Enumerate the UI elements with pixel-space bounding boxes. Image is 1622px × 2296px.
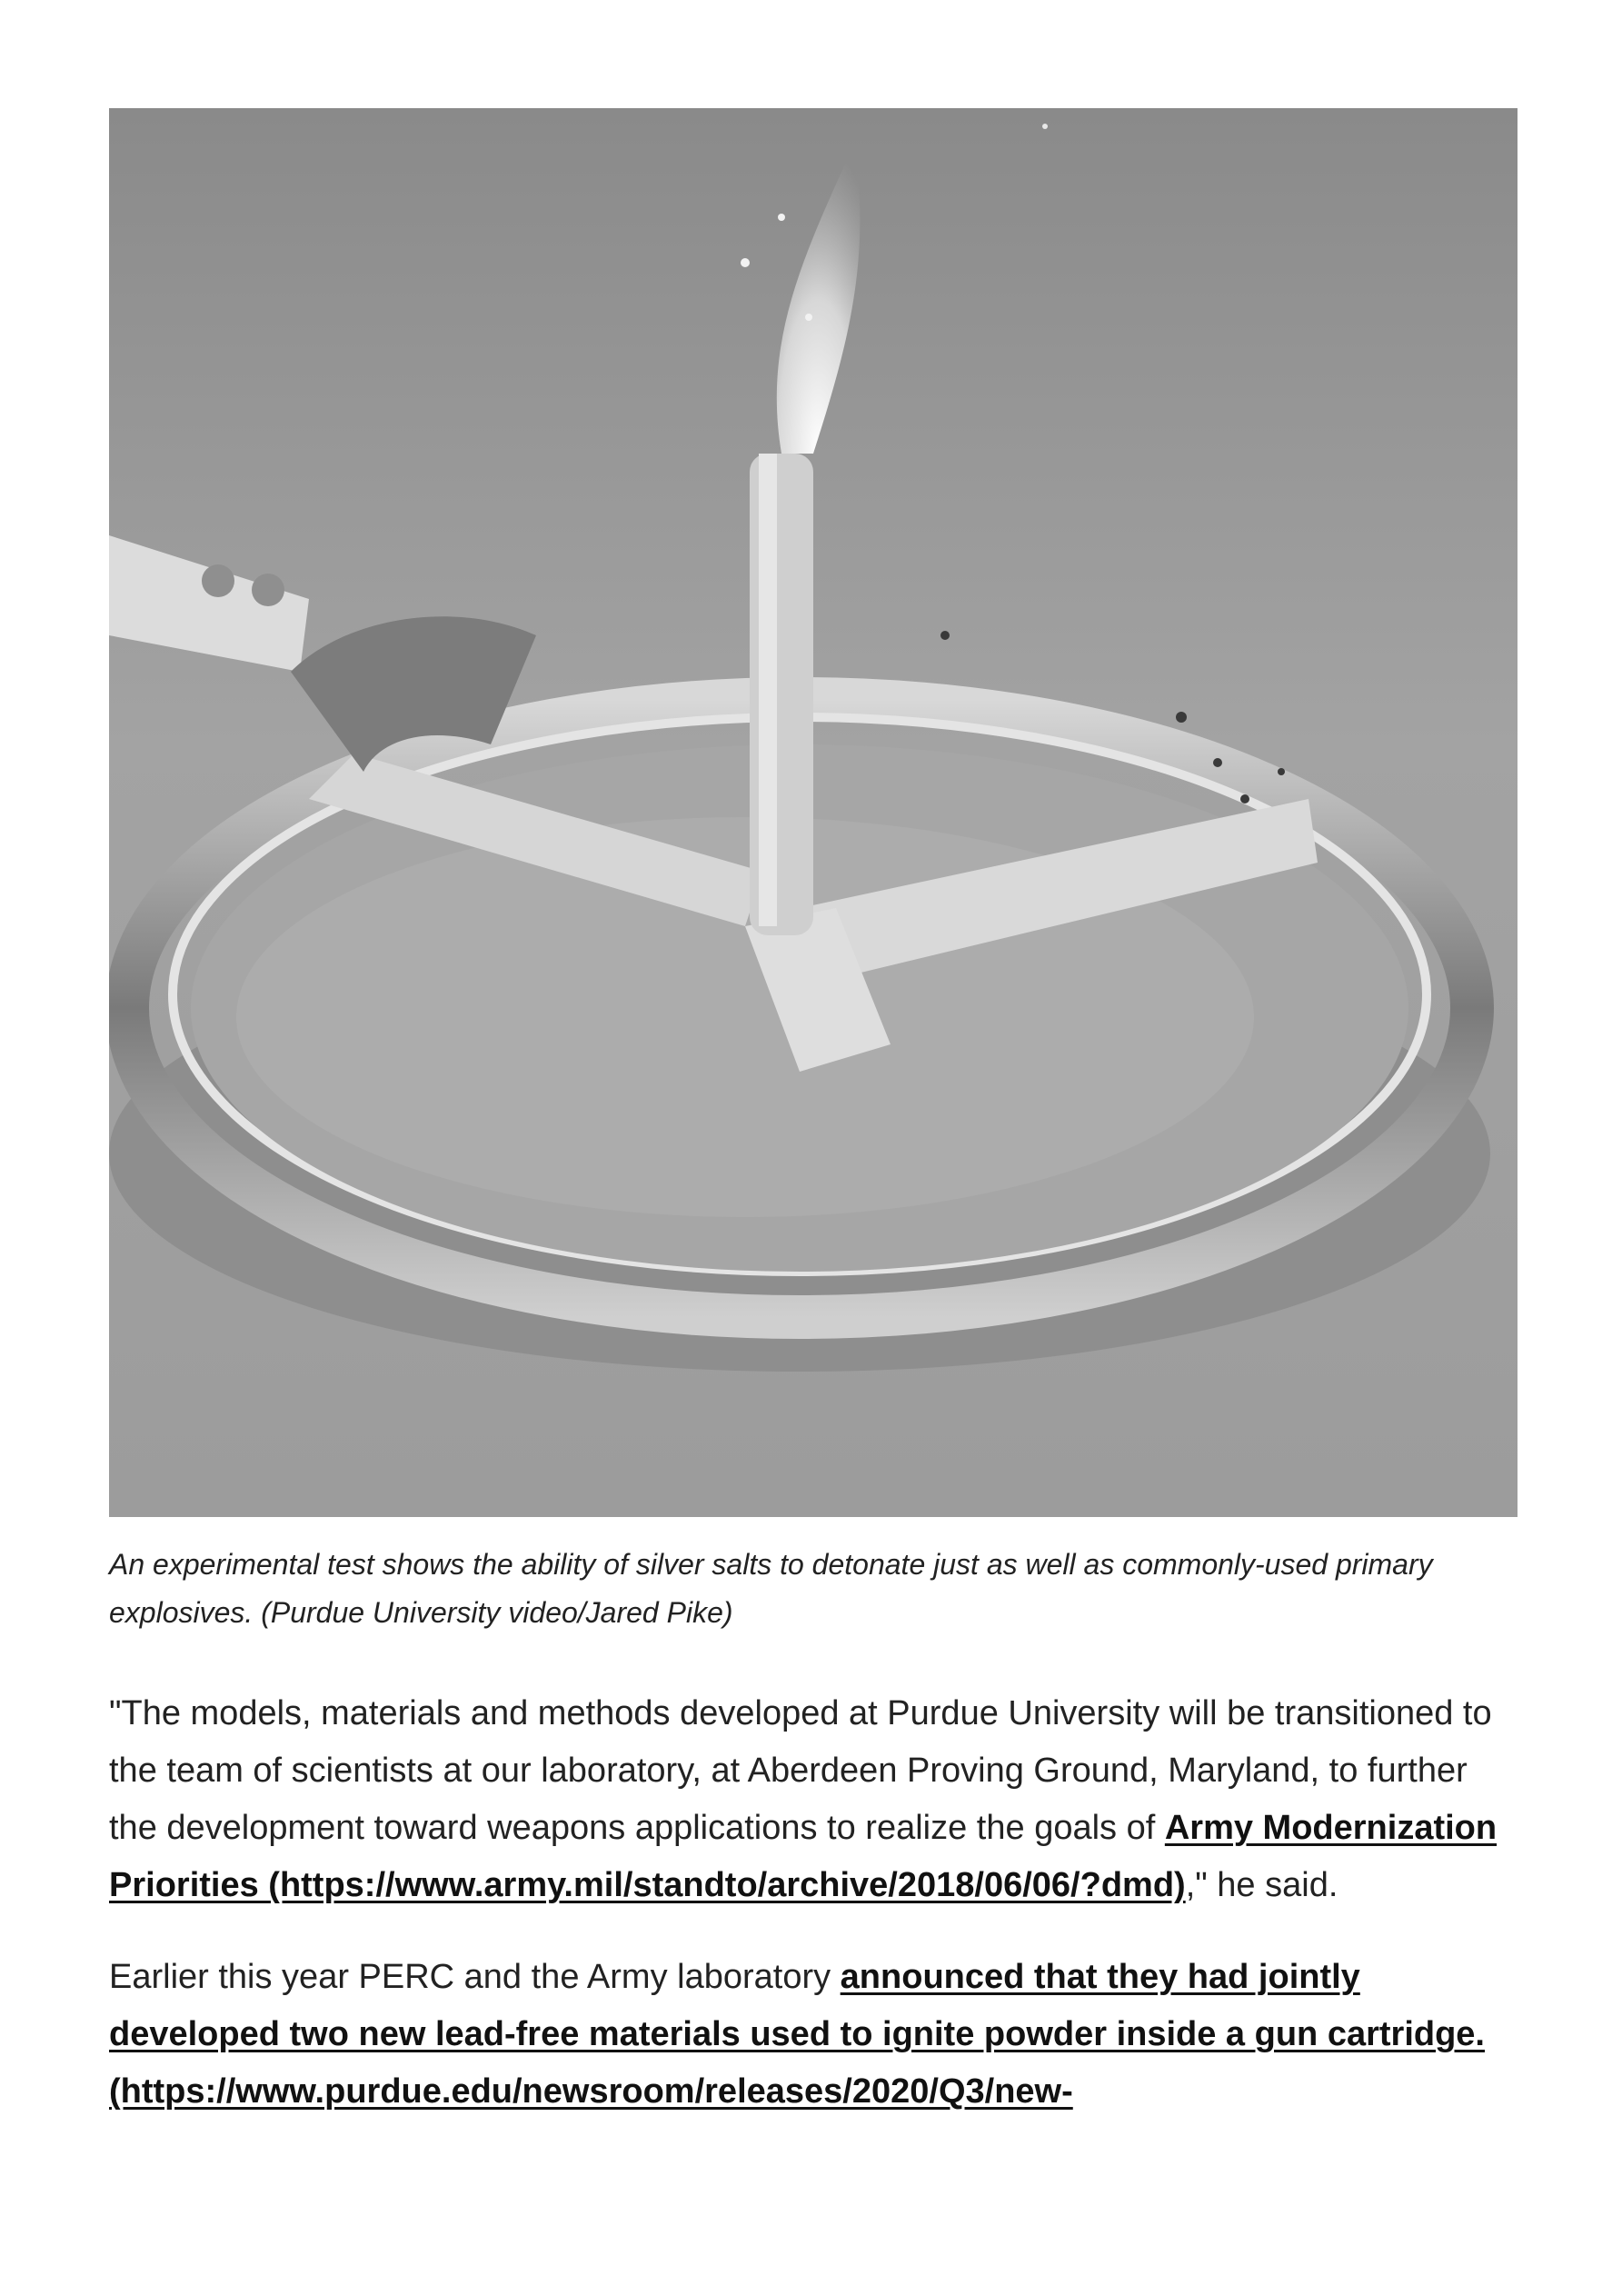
paragraph-announcement bbox=[109, 1949, 1518, 2121]
paragraph-quote bbox=[109, 1685, 1518, 1914]
article-figure bbox=[109, 108, 1518, 1637]
paragraph-text: "The models, materials and methods developed at Purdue University will be transitioned to the team of scientists at our laboratory, at Aberdeen Proving Ground, Maryland, to further the development toward weapons applications to realize the goals of bbox=[109, 1694, 1492, 1847]
purdue-newsroom-link[interactable]: announced that they had jointly developed two new lead-free materials used to ignite powder inside a gun cartridge. (https://www.purdue.edu/newsroom/releases/2020/Q3/new- bbox=[109, 1958, 1485, 2111]
article-body bbox=[109, 108, 1518, 2121]
paragraph-text: Earlier this year PERC and the Army laboratory bbox=[109, 1958, 841, 1996]
paragraph-text: ," he said. bbox=[1185, 1866, 1338, 1904]
experiment-photo bbox=[109, 108, 1518, 1517]
army-modernization-link[interactable]: Army Modernization Priorities (https://www.army.mil/standto/archive/2018/06/06/?dmd) bbox=[109, 1809, 1498, 1904]
figure-caption: An experimental test shows the ability of silver salts to detonate just as well as commonly-used primary explosives. (Purdue University video/Jared Pike) bbox=[109, 1548, 1433, 1629]
